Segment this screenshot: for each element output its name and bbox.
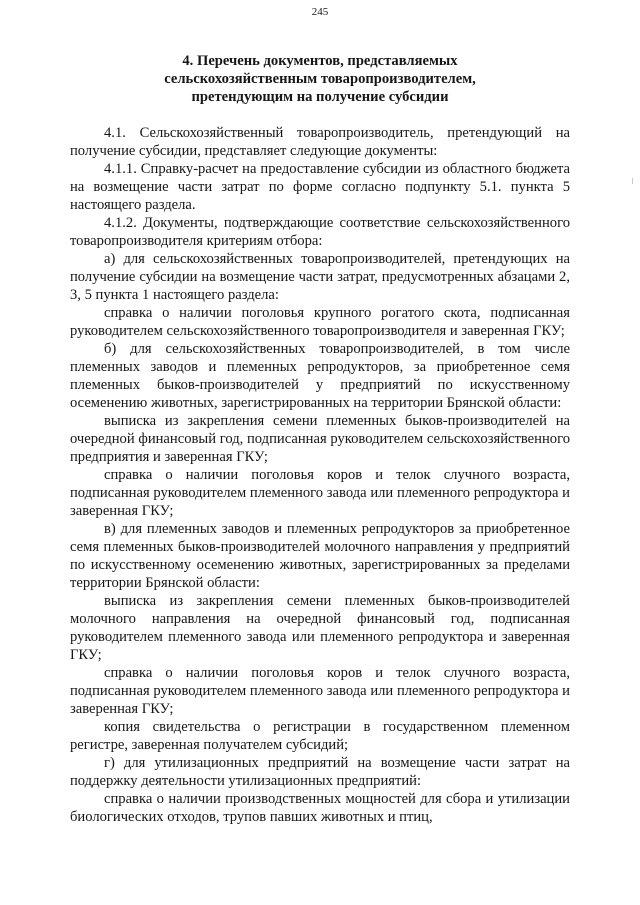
paragraph: копия свидетельства о регистрации в государственном племенном регистре, заверенная получателем субсидий; xyxy=(70,719,570,753)
margin-mark xyxy=(632,178,633,184)
paragraph-4-1-1: 4.1.1. Справку-расчет на предоставление субсидии из областного бюджета на возмещение части затрат по форме согласно подпункту 5.1. пункта 5 настоящего раздела. xyxy=(70,161,570,213)
paragraph: выписка из закрепления семени племенных быков-производителей на очередной финансовый год, подписанная руководителем сельскохозяйственного предприятия и заверенная ГКУ; xyxy=(70,413,570,465)
document-body xyxy=(70,124,570,826)
section-title-line: претендующим на получение субсидии xyxy=(191,89,449,105)
paragraph-item-g: г) для утилизационных предприятий на возмещение части затрат на поддержку деятельности утилизационных предприятий: xyxy=(70,755,570,789)
section-title-line: сельскохозяйственным товаропроизводителем, xyxy=(164,71,476,87)
paragraph-item-a: а) для сельскохозяйственных товаропроизводителей, претендующих на получение субсидии на возмещение части затрат, предусмотренных абзацами 2, 3, 5 пункта 1 настоящего раздела: xyxy=(70,251,570,303)
paragraph: справка о наличии поголовья коров и телок случного возраста, подписанная руководителем племенного завода или племенного репродуктора и заверенная ГКУ; xyxy=(70,467,570,519)
paragraph: справка о наличии производственных мощностей для сбора и утилизации биологических отходов, трупов павших животных и птиц, xyxy=(70,791,570,825)
paragraph-4-1-2: 4.1.2. Документы, подтверждающие соответствие сельскохозяйственного товаропроизводителя критериям отбора: xyxy=(70,215,570,249)
section-title-line: 4. Перечень документов, представляемых xyxy=(182,53,458,69)
paragraph-4-1: 4.1. Сельскохозяйственный товаропроизводитель, претендующий на получение субсидии, представляет следующие документы: xyxy=(70,125,570,159)
section-title xyxy=(70,52,570,106)
paragraph-item-b: б) для сельскохозяйственных товаропроизводителей, в том числе племенных заводов и племенных репродукторов, за приобретенное семя племенных быков-производителей у предприятий по искусственному осеменению животных, зарегистрированных на территории Брянской области: xyxy=(70,341,570,411)
paragraph: выписка из закрепления семени племенных быков-производителей молочного направления на очередной финансовый год, подписанная руководителем племенного завода или племенного репродуктора и заверенная ГКУ; xyxy=(70,593,570,663)
paragraph-item-v: в) для племенных заводов и племенных репродукторов за приобретенное семя племенных быков-производителей молочного направления у предприятий по искусственному осеменению животных, зарегистрированных за пределами территории Брянской области: xyxy=(70,521,570,591)
paragraph: справка о наличии поголовья коров и телок случного возраста, подписанная руководителем племенного завода или племенного репродуктора и заверенная ГКУ; xyxy=(70,665,570,717)
page-number: 245 xyxy=(311,6,329,18)
paragraph: справка о наличии поголовья крупного рогатого скота, подписанная руководителем сельскохозяйственного товаропроизводителя и заверенная ГКУ; xyxy=(70,305,570,339)
